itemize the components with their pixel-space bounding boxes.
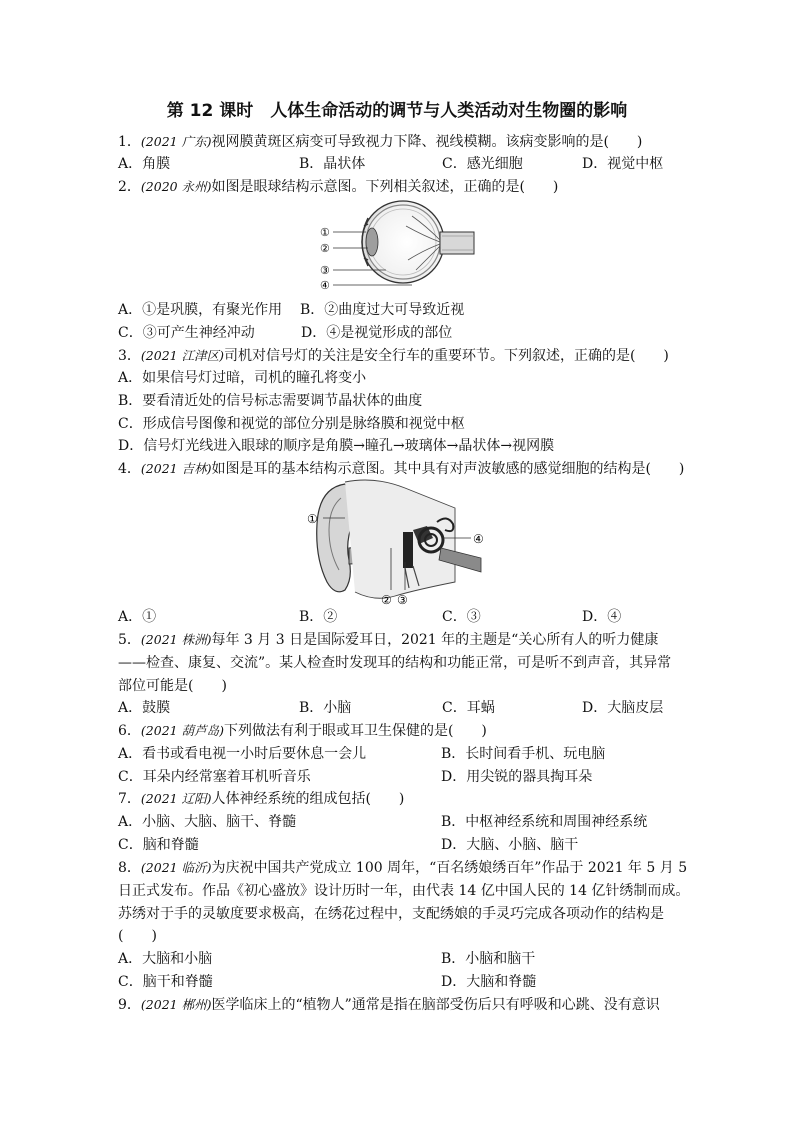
- question-7-option-c: C．脑和脊髓: [118, 837, 199, 853]
- question-2-option-a: A．①是巩膜，有聚光作用: [118, 302, 283, 318]
- question-3-option-a: A．如果信号灯过暗，司机的瞳孔将变小: [118, 370, 367, 386]
- question-4-option-c: C．③: [442, 609, 481, 625]
- question-2-option-b: B．②曲度过大可导致近视: [300, 302, 465, 318]
- question-9-stem: 9．(2021 郴州)医学临床上的“植物人”通常是指在脑部受伤后只有呼吸和心跳、没有意识: [118, 997, 660, 1013]
- question-8-option-a: A．大脑和小脑: [118, 951, 213, 967]
- question-3-stem: 3．(2021 江津区)司机对信号灯的关注是安全行车的重要环节。下列叙述，正确的是( ): [118, 348, 669, 364]
- question-1-option-c: C．感光细胞: [442, 156, 523, 172]
- question-8-stem-line-2: 日正式发布。作品《初心盛放》设计历时一年，由代表 14 亿中国人民的 14 亿针绣制而成。: [118, 883, 690, 899]
- question-6-stem: 6．(2021 葫芦岛)下列做法有利于眼或耳卫生保健的是( ): [118, 723, 487, 739]
- question-7-option-b: B．中枢神经系统和周围神经系统: [441, 814, 648, 830]
- question-7-option-d: D．大脑、小脑、脑干: [441, 837, 579, 853]
- question-2-stem: 2．(2020 永州)如图是眼球结构示意图。下列相关叙述，正确的是( ): [118, 179, 559, 195]
- question-1-stem: 1．(2021 广东)视网膜黄斑区病变可导致视力下降、视线模糊。该病变影响的是( ): [118, 134, 643, 150]
- question-2-option-d: D．④是视觉形成的部位: [301, 325, 453, 341]
- question-5-option-a: A．鼓膜: [118, 700, 171, 716]
- question-8-stem-line-3: 苏绣对于手的灵敏度要求极高，在绣花过程中，支配绣娘的手灵巧完成各项动作的结构是: [118, 906, 664, 922]
- eyeball-diagram: [316, 196, 482, 292]
- question-2-option-c: C．③可产生神经冲动: [118, 325, 255, 341]
- question-3-option-b: B．要看清近处的信号标志需要调节晶状体的曲度: [118, 393, 423, 409]
- question-8-stem-line-1: 8．(2021 临沂)为庆祝中国共产党成立 100 周年，“百名绣娘绣百年”作品于 2021 年 5 月 5: [118, 860, 688, 876]
- question-6-option-d: D．用尖锐的器具掏耳朵: [441, 769, 593, 785]
- question-4-stem: 4．(2021 吉林)如图是耳的基本结构示意图。其中具有对声波敏感的感觉细胞的结构是( ): [118, 461, 685, 477]
- ear-label-4: ④: [473, 532, 484, 546]
- question-8-option-d: D．大脑和脊髓: [441, 974, 537, 990]
- question-5-option-b: B．小脑: [299, 700, 352, 716]
- question-5-stem-line-3: 部位可能是( ): [118, 678, 227, 694]
- eye-label-1: ①: [320, 226, 330, 239]
- ear-label-1: ①: [307, 512, 318, 526]
- question-3-option-d: D．信号灯光线进入眼球的顺序是角膜→瞳孔→玻璃体→晶状体→视网膜: [118, 438, 555, 454]
- question-5-option-c: C．耳蜗: [442, 700, 495, 716]
- question-3-option-c: C．形成信号图像和视觉的部位分别是脉络膜和视觉中枢: [118, 416, 465, 432]
- eye-label-3: ③: [320, 264, 330, 277]
- eye-label-2: ②: [320, 242, 330, 255]
- question-7-stem: 7．(2021 辽阳)人体神经系统的组成包括( ): [118, 791, 405, 807]
- question-4-option-d: D．④: [582, 609, 622, 625]
- question-4-option-b: B．②: [299, 609, 338, 625]
- question-5-stem-line-2: ——检查、康复、交流”。某人检查时发现耳的结构和功能正常，可是听不到声音，其异常: [118, 655, 672, 671]
- page-title: 第 12 课时 人体生命活动的调节与人类活动对生物圈的影响: [166, 101, 628, 121]
- question-1-option-a: A．角膜: [118, 156, 171, 172]
- question-1-option-b: B．晶状体: [299, 156, 366, 172]
- question-5-stem-line-1: 5．(2021 株洲)每年 3 月 3 日是国际爱耳日，2021 年的主题是“关心所有人的听力健康: [118, 632, 659, 648]
- question-4-option-a: A．①: [118, 609, 157, 625]
- question-7-option-a: A．小脑、大脑、脑干、脊髓: [118, 814, 297, 830]
- question-8-option-b: B．小脑和脑干: [441, 951, 536, 967]
- question-1-option-d: D．视觉中枢: [582, 156, 664, 172]
- ear-label-2: ②: [381, 593, 392, 607]
- question-8-option-c: C．脑干和脊髓: [118, 974, 213, 990]
- question-6-option-a: A．看书或看电视一小时后要休息一会儿: [118, 746, 367, 762]
- eye-label-4: ④: [320, 279, 330, 292]
- question-8-stem-line-4: ( ): [118, 928, 157, 944]
- question-6-option-c: C．耳朵内经常塞着耳机听音乐: [118, 769, 311, 785]
- ear-label-3: ③: [397, 593, 408, 607]
- question-5-option-d: D．大脑皮层: [582, 700, 664, 716]
- ear-diagram: [305, 478, 495, 608]
- question-6-option-b: B．长时间看手机、玩电脑: [441, 746, 606, 762]
